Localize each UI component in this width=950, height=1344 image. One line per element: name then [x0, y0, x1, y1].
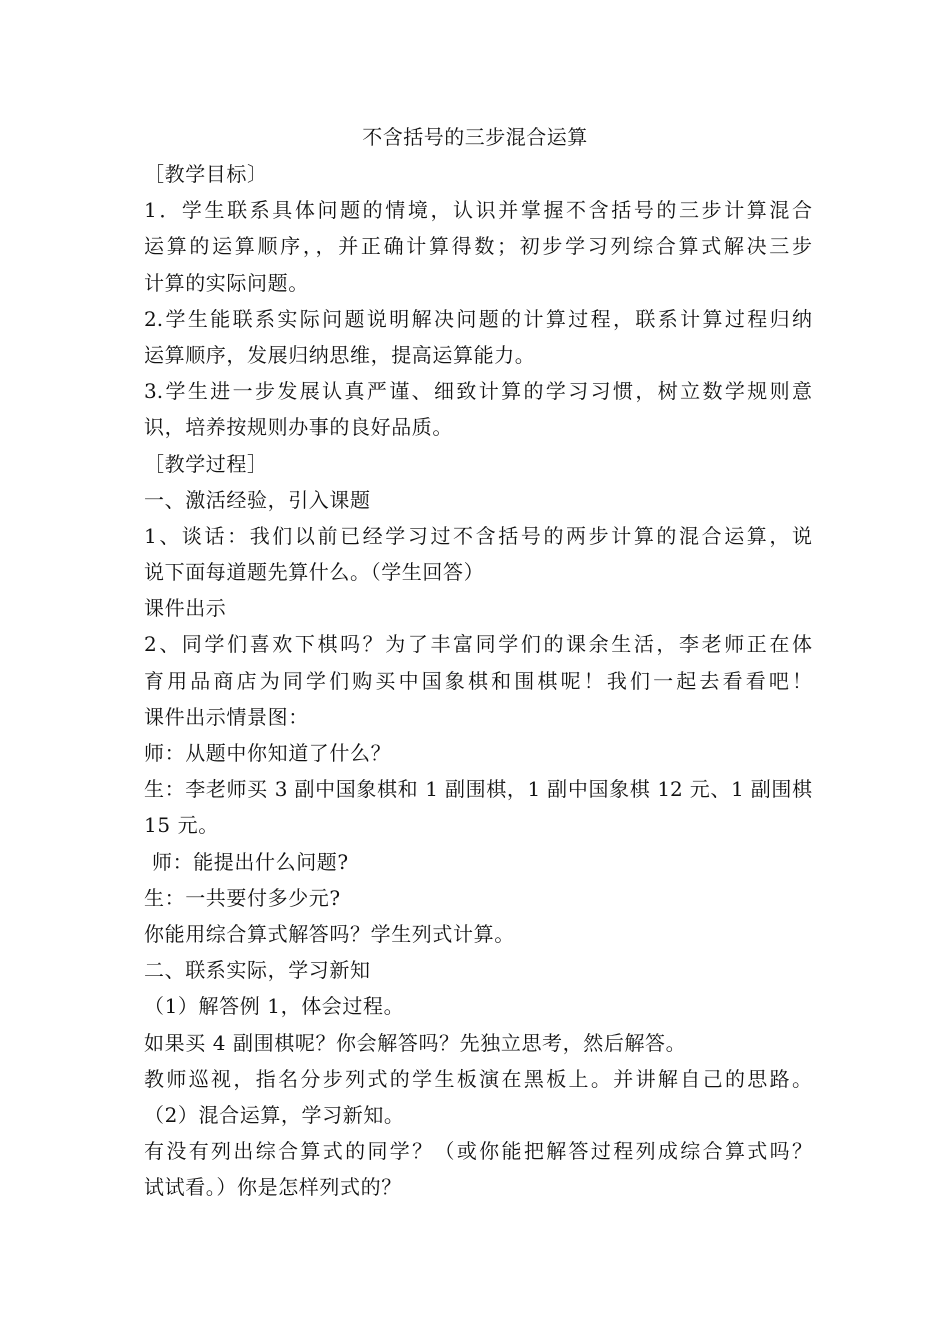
paragraph-line: 运算的运算顺序，，并正确计算得数；初步学习列综合算式解决三步 — [144, 234, 812, 259]
paragraph-line: 课件出示 — [144, 596, 227, 621]
paragraph-line: （2）混合运算，学习新知。 — [144, 1102, 405, 1127]
paragraph-line: 教师巡视，指名分步列式的学生板演在黑板上。并讲解自己的思路。 — [144, 1066, 812, 1091]
paragraph-line: 3.学生进一步发展认真严谨、细致计算的学习习惯，树立数学规则意 — [144, 379, 812, 404]
paragraph-line: 育用品商店为同学们购买中国象棋和围棋呢！我们一起去看看吧！ — [144, 668, 812, 693]
paragraph-line: （1）解答例 1，体会过程。 — [144, 994, 405, 1019]
paragraph-line: 试试看。）你是怎样列式的？ — [144, 1175, 402, 1200]
document-title: 不含括号的三步混合运算 — [362, 125, 588, 149]
paragraph-line: 你能用综合算式解答吗？学生列式计算。 — [144, 921, 515, 946]
paragraph-line: 计算的实际问题。 — [144, 270, 309, 295]
paragraph-line: 课件出示情景图： — [144, 704, 309, 729]
paragraph-line: 2.学生能联系实际问题说明解决问题的计算过程，联系计算过程归纳 — [144, 306, 812, 331]
subsection-heading: 二、联系实际，学习新知 — [144, 958, 371, 983]
paragraph-line: 生：一共要付多少元? — [144, 885, 341, 910]
paragraph-line: 生：李老师买 3 副中国象棋和 1 副围棋，1 副中国象棋 12 元、1 副围棋 — [144, 777, 812, 802]
paragraph-line: 师：从题中你知道了什么？ — [144, 741, 392, 765]
document-body — [144, 156, 812, 1205]
section-heading-process: ［教学过程］ — [144, 451, 268, 476]
paragraph-line: 1．学生联系具体问题的情境，认识并掌握不含括号的三步计算混合 — [144, 198, 812, 223]
paragraph-line: 运算顺序，发展归纳思维，提高运算能力。 — [144, 342, 536, 367]
paragraph-line: 15 元。 — [144, 813, 219, 838]
paragraph-line: 如果买 4 副围棋呢？你会解答吗？先独立思考，然后解答。 — [144, 1030, 687, 1055]
paragraph-line: 1、谈话：我们以前已经学习过不含括号的两步计算的混合运算，说 — [144, 523, 812, 548]
paragraph-line: 识，培养按规则办事的良好品质。 — [144, 415, 453, 440]
subsection-heading: 一、激活经验，引入课题 — [144, 487, 371, 512]
paragraph-line: 说下面每道题先算什么。（学生回答） — [144, 560, 485, 585]
paragraph-line: 2、同学们喜欢下棋吗？为了丰富同学们的课余生活，李老师正在体 — [144, 632, 812, 657]
section-heading-objectives: ［教学目标〕 — [144, 162, 268, 186]
paragraph-line: 有没有列出综合算式的同学？（或你能把解答过程列成综合算式吗？ — [144, 1139, 812, 1164]
paragraph-line: 师：能提出什么问题? — [152, 849, 349, 874]
